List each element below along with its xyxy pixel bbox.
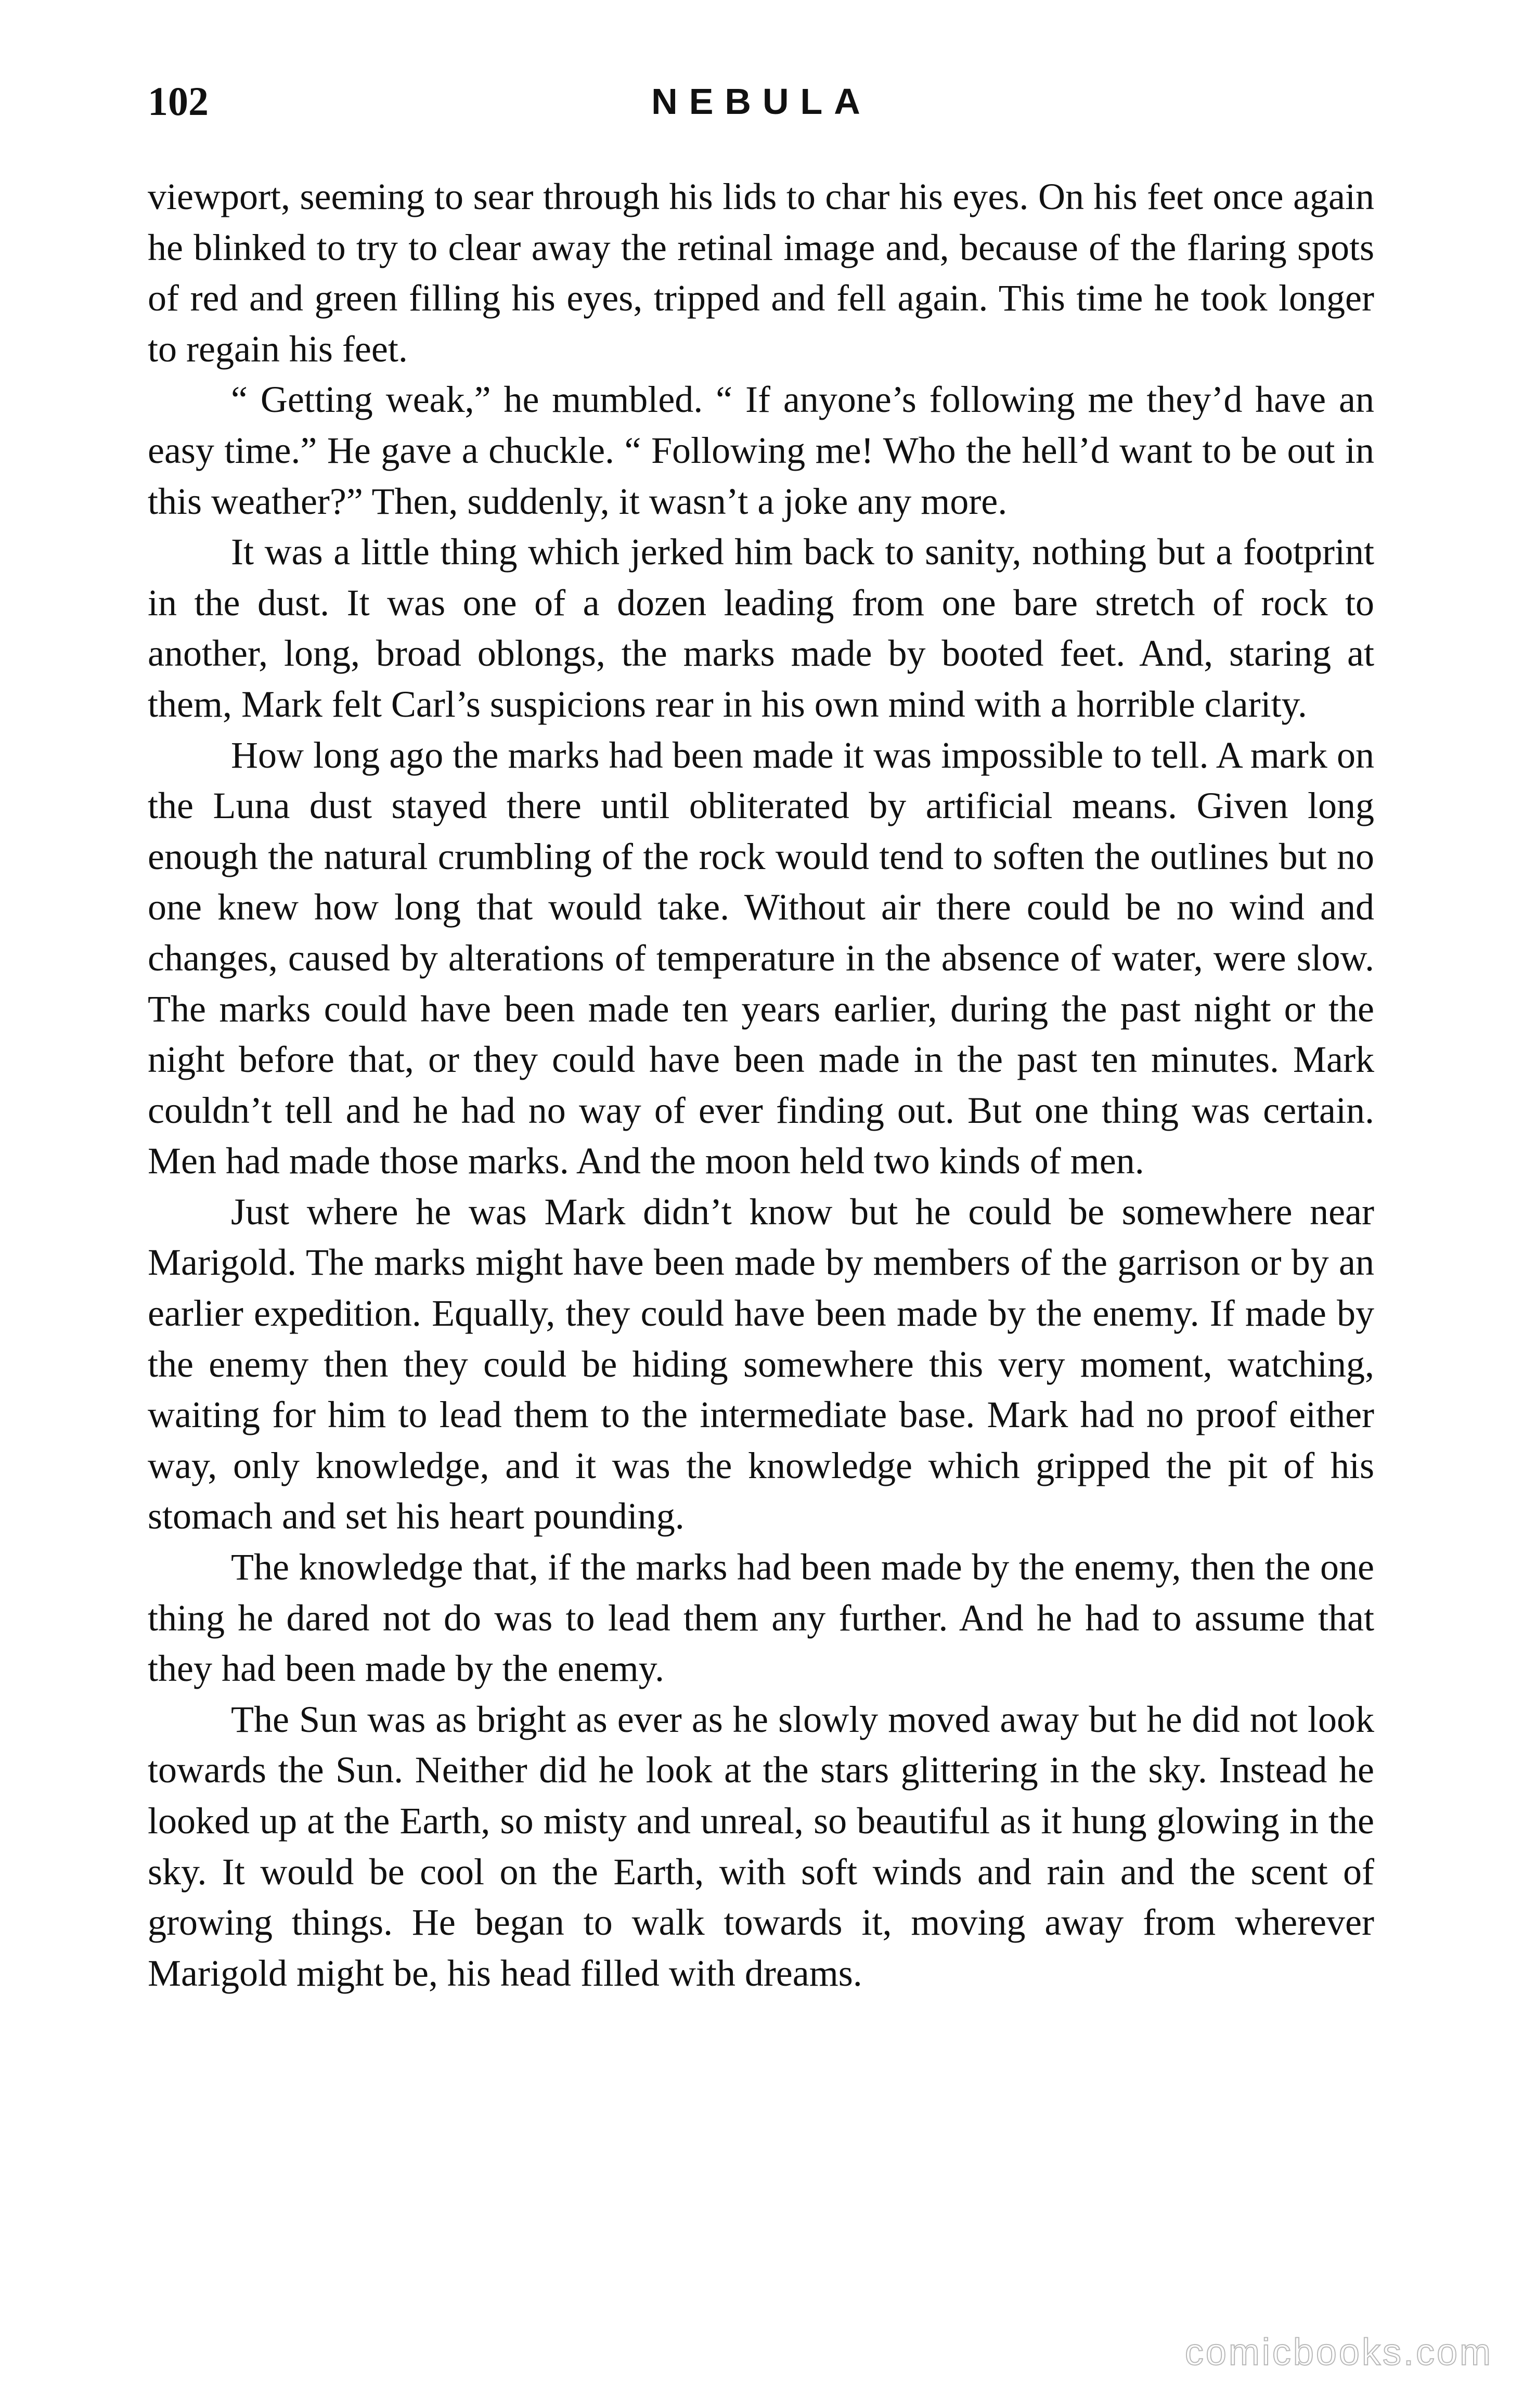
page-number: 102 [148,79,209,124]
watermark: comicbooks.com [1184,2332,1493,2373]
paragraph: How long ago the marks had been made it was impossible to tell. A mark on the Luna dust stayed there until obliterated by artificial means. Given long enough the natural crumbling of the rock would tend to soften the outlines but no one knew how long that would take. Without air there could be no wind and changes, caused by alterations of temperature in the absence of water, were slow. The marks could have been made ten years earlier, during the past night or the night before that, or they could have been made in the past ten minutes. Mark couldn’t tell and he had no way of ever finding out. But one thing was certain. Men had made those marks. And the moon held two kinds of men. [148,734,1374,1182]
running-head: NEBULA [651,81,872,122]
paragraph: Just where he was Mark didn’t know but he could be somewhere near Marigold. The marks might have been made by members of the garrison or by an earlier expedition. Equally, they could have been made by the enemy. If made by the enemy then they could be hiding somewhere this very moment, watching, waiting for him to lead them to the intermediate base. Mark had no proof either way, only knowledge, and it was the knowledge which gripped the pit of his stomach and set his heart pounding. [148,1190,1374,1537]
page-header [148,73,1375,130]
paragraph: The Sun was as bright as ever as he slowly moved away but he did not look towards the Sun. Neither did he look at the stars glittering in the sky. Instead he looked up at the Earth, so misty and unreal, so beautiful as it hung glowing in the sky. It would be cool on the Earth, with soft winds and rain and the scent of growing things. He began to walk towards it, moving away from wherever Marigold might be, his head filled with dreams. [148,1698,1374,1994]
paragraph: It was a little thing which jerked him back to sanity, nothing but a footprint in the dust. It was one of a dozen leading from one bare stretch of rock to another, long, broad oblongs, the marks made by booted feet. And, staring at them, Mark felt Carl’s suspicions rear in his own mind with a horrible clarity. [148,531,1374,725]
body-text [148,172,1374,1999]
paragraph: The knowledge that, if the marks had been made by the enemy, then the one thing he dared not do was to lead them any further. And he had to assume that they had been made by the enemy. [148,1546,1374,1690]
paragraph: viewport, seeming to sear through his lids to char his eyes. On his feet once again he blinked to try to clear away the retinal image and, because of the flaring spots of red and green filling his eyes, tripped and fell again. This time he took longer to regain his feet. [148,176,1374,370]
paragraph: “ Getting weak,” he mumbled. “ If anyone’s following me they’d have an easy time.” He gave a chuckle. “ Following me! Who the hell’d want to be out in this weather?” Then, suddenly, it wasn’t a joke any more. [148,379,1374,522]
